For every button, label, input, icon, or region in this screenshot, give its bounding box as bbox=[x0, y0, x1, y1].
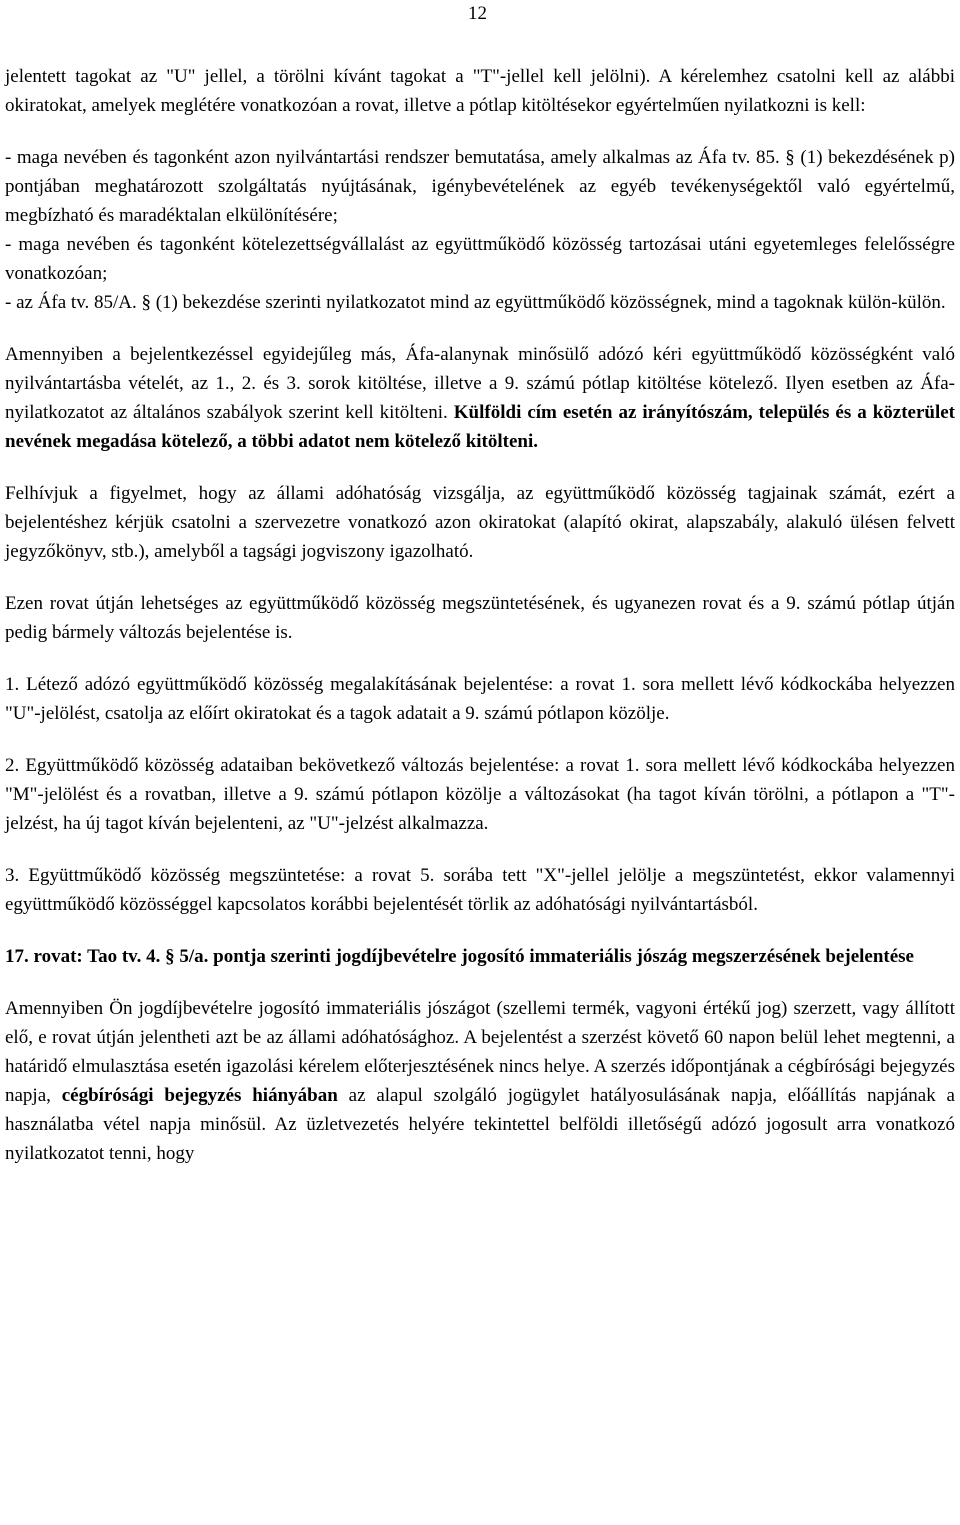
list-item: - az Áfa tv. 85/A. § (1) bekezdése szerinti nyilatkozatot mind az együttműködő közösségnek, mind a tagoknak külön-külön. bbox=[5, 292, 946, 313]
list-item: - maga nevében és tagonként azon nyilvántartási rendszer bemutatása, amely alkalmas az Áfa tv. 85. § (1) bekezdésének p) pontjában meghatározott szolgáltatás nyújtásának, igénybevételének az egyéb tevékenységektől való egyértelmű, megbízható és maradéktalan elkülönítésére; bbox=[5, 147, 955, 226]
paragraph-text: Amennyiben Ön jogdíjbevételre jogosító immateriális jószágot (szellemi termék, vagyoni értékű jog) szerzett, vagy állított elő, e rovat útján jelentheti azt be az állami adóhatósághoz. A bejelentést a szerzést követő 60 napon belül lehet megtenni, a határidő elmulasztása esetén igazolási kérelem előterjesztésének nincs helye. A szerzés időpontjának a cégbírósági bejegyzés napja, bbox=[5, 998, 955, 1106]
paragraph-text: az alapul szolgáló jogügylet hatályosulásának napja, előállítás napjának a használatba vétel napja minősül. Az üzletvezetés helyére tekintettel belföldi illetőségű adózó jogosult arra vonatkozó nyilatkozatot tenni, hogy bbox=[5, 1085, 955, 1164]
paragraph-text: Amennyiben a bejelentkezéssel egyidejűleg más, Áfa-alanynak minősülő adózó kéri együttműködő közösségként való nyilvántartásba vételét, az 1., 2. és 3. sorok kitöltése, illetve a 9. számú pótlap kitöltése kötelező. Ilyen esetben az Áfa-nyilatkozatot az általános szabályok szerint kell kitölteni. bbox=[5, 344, 955, 423]
paragraph-step-2 bbox=[5, 751, 955, 838]
document-body bbox=[5, 62, 955, 1168]
paragraph-step-1 bbox=[5, 670, 955, 728]
paragraph-bold-text: Külföldi cím esetén az irányítószám, település és a közterület nevének megadása kötelező, a többi adatot nem kötelező kitölteni. bbox=[5, 402, 956, 452]
paragraph-step-3 bbox=[5, 861, 955, 919]
section-heading-17 bbox=[5, 942, 955, 971]
section-heading-text: 17. rovat: Tao tv. 4. § 5/a. pontja szerinti jogdíjbevételre jogosító immateriális jószág megszerzésének bejelentése bbox=[5, 946, 914, 967]
paragraph-royalty bbox=[5, 994, 955, 1168]
paragraph-text: 2. Együttműködő közösség adataiban bekövetkező változás bejelentése: a rovat 1. sora mellett lévő kódkockába helyezzen "M"-jelölést és a rovatban, illetve a 9. számú pótlapon közölje a változásokat (ha tagot kíván törölni, a pótlapon a "T"-jelzést, ha új tagot kíván bejelenteni, az "U"-jelzést alkalmazza. bbox=[5, 755, 955, 834]
paragraph-bold-text: cégbírósági bejegyzés hiányában bbox=[61, 1085, 338, 1106]
list-item: - maga nevében és tagonként kötelezettségvállalást az együttműködő közösség tartozásai utáni egyetemleges felelősségre vonatkozóan; bbox=[5, 234, 955, 284]
paragraph-attachments-list bbox=[5, 143, 955, 317]
paragraph-text: 3. Együttműködő közösség megszüntetése: a rovat 5. sorába tett "X"-jellel jelölje a megszüntetést, ekkor valamennyi együttműködő közösséggel kapcsolatos korábbi bejelentését törlik az adóhatósági nyilvántartásból. bbox=[5, 865, 955, 915]
paragraph-intro bbox=[5, 62, 955, 120]
paragraph-text: Ezen rovat útján lehetséges az együttműködő közösség megszüntetésének, és ugyanezen rovat és a 9. számú pótlap útján pedig bármely változás bejelentése is. bbox=[5, 593, 955, 643]
paragraph-text: Felhívjuk a figyelmet, hogy az állami adóhatóság vizsgálja, az együttműködő közösség tagjainak számát, ezért a bejelentéshez kérjük csatolni a szervezetre vonatkozó azon okiratokat (alapító okirat, alapszabály, alakuló ülésen felvett jegyzőkönyv, stb.), amelyből a tagsági jogviszony igazolható. bbox=[5, 483, 955, 562]
paragraph-text: 1. Létező adózó együttműködő közösség megalakításának bejelentése: a rovat 1. sora mellett lévő kódkockába helyezzen "U"-jelölést, csatolja az előírt okiratokat és a tagok adatait a 9. számú pótlapon közölje. bbox=[5, 674, 955, 724]
paragraph-foreign-address bbox=[5, 340, 955, 456]
paragraph-attention bbox=[5, 479, 955, 566]
page-number: 12 bbox=[468, 3, 487, 24]
paragraph-intro-text: jelentett tagokat az "U" jellel, a törölni kívánt tagokat a "T"-jellel kell jelölni). A kérelemhez csatolni kell az alábbi okiratokat, amelyek meglétére vonatkozóan a rovat, illetve a pótlap kitöltésekor egyértelműen nyilatkozni is kell: bbox=[5, 66, 955, 116]
paragraph-termination-info bbox=[5, 589, 955, 647]
